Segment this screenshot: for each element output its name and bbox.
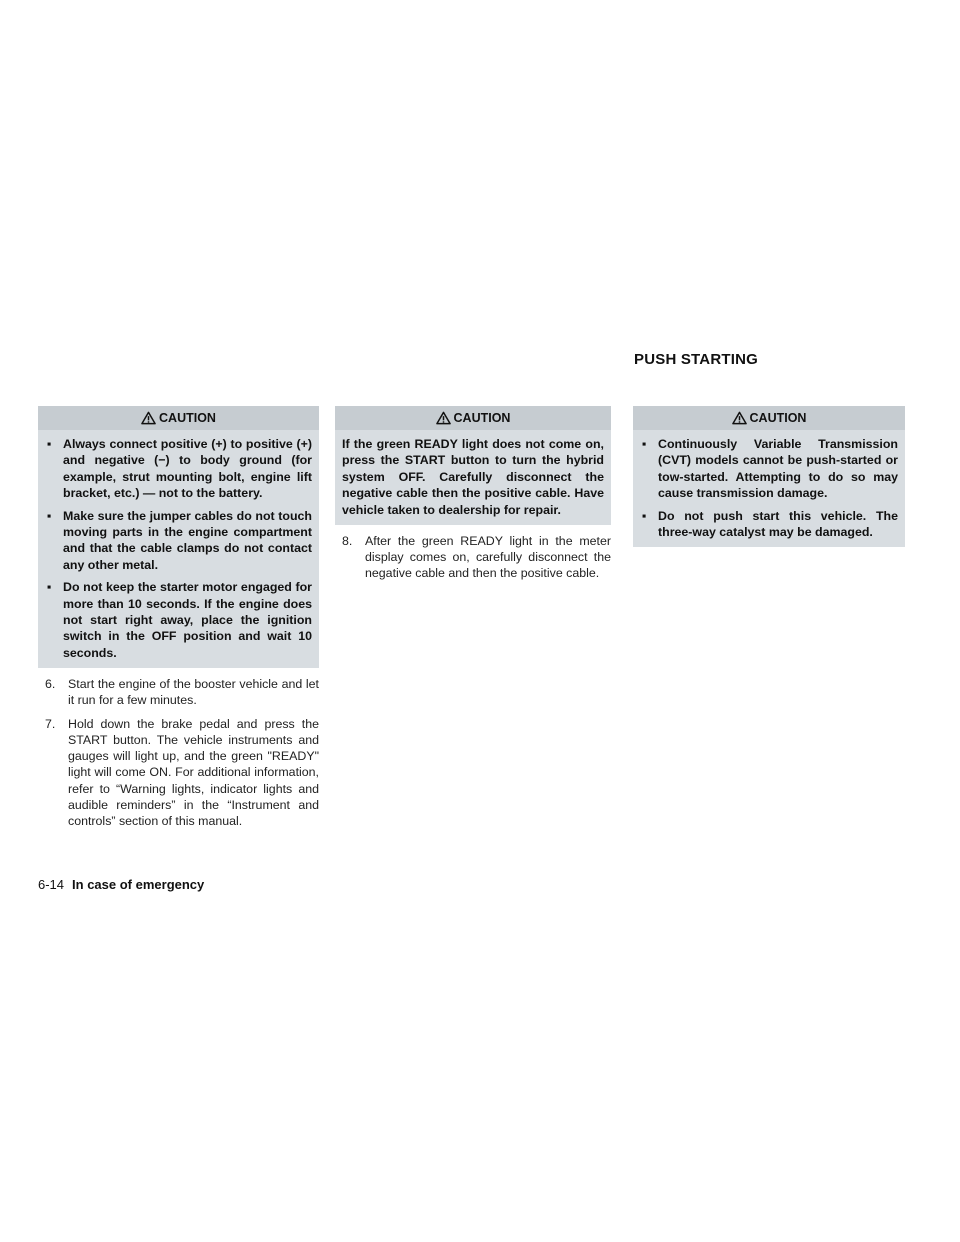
warning-icon [436, 411, 451, 425]
caution-item: ▪ Make sure the jumper cables do not touch moving parts in the engine compartment and that the cable clamps do not contact any other metal. [47, 508, 312, 572]
caution-header [633, 406, 905, 430]
caution-header [335, 406, 611, 430]
caution-label: CAUTION [749, 411, 807, 425]
page-number: 6-14 [38, 877, 65, 892]
column-3 [633, 406, 905, 547]
page-footer [38, 877, 204, 892]
step-item: 6. Start the engine of the booster vehicle and let it run for a few minutes. [45, 677, 319, 708]
step-item: 7. Hold down the brake pedal and press the START button. The vehicle instruments and gauges will light up, and the green "READY" light will come ON. For additional information, refer to “Warning lights, indicator lights and audible reminders” in the “Instrument and controls” section of this manual. [45, 716, 319, 828]
column-1 [38, 406, 319, 836]
chapter-title: In case of emergency [72, 877, 205, 892]
column-2 [335, 406, 611, 589]
caution-text: If the green READY light does not come on, press the START button to turn the hybrid system OFF. Carefully disconnect the negative cable then the positive cable. Have vehicle taken to dealership for repair. [342, 437, 604, 517]
warning-icon [732, 411, 747, 425]
caution-item: ▪ Do not push start this vehicle. The three-way catalyst may be damaged. [642, 508, 898, 540]
caution-label: CAUTION [159, 411, 216, 425]
caution-item: ▪ Do not keep the starter motor engaged for more than 10 seconds. If the engine does not start right away, place the ignition switch in the OFF position and wait 10 seconds. [47, 580, 312, 660]
caution-header [38, 406, 319, 430]
caution-item: ▪ Continuously Variable Transmission (CVT) models cannot be push-started or tow-started. Attempting to do so may cause transmission damage. [642, 437, 898, 501]
step-item: 8. After the green READY light in the meter display comes on, carefully disconnect the negative cable and then the positive cable. [342, 534, 611, 581]
caution-item: ▪ Always connect positive (+) to positive (+) and negative (−) to body ground (for example, strut mounting bolt, engine lift bracket, etc.) — not to the battery. [47, 437, 312, 501]
caution-box [633, 406, 905, 547]
caution-box [335, 406, 611, 525]
warning-icon [141, 411, 156, 425]
caution-label: CAUTION [453, 411, 511, 425]
caution-box [38, 406, 319, 668]
section-heading: PUSH STARTING [634, 351, 758, 368]
